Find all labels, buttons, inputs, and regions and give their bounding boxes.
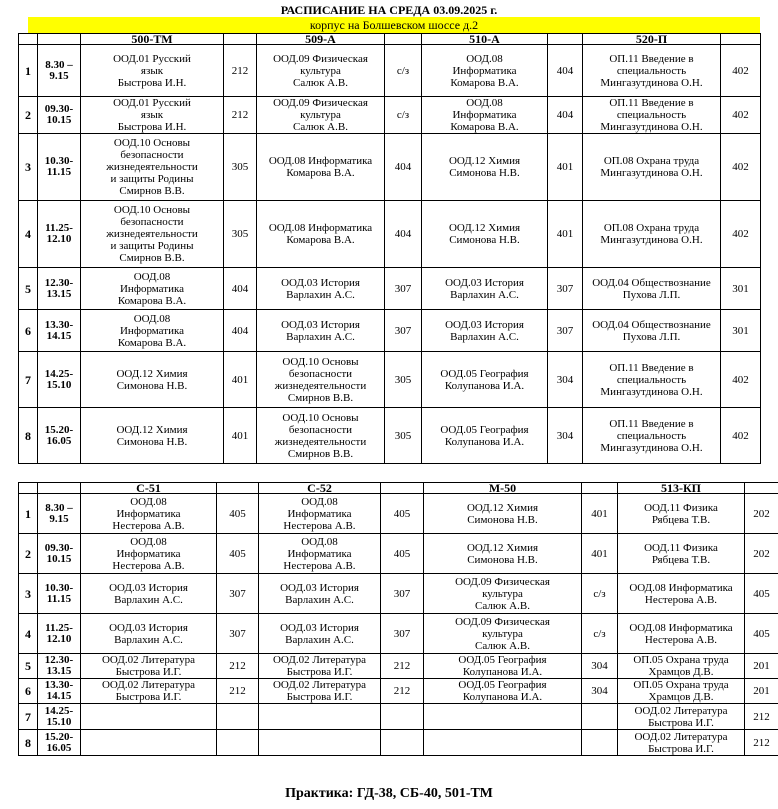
room-cell: 212 xyxy=(224,97,257,134)
building-address: корпус на Болшевском шоссе д.2 xyxy=(28,17,760,33)
schedule-body-2 xyxy=(19,494,778,756)
room-cell: 305 xyxy=(385,352,422,408)
group-header: М-50 xyxy=(424,483,582,494)
subject-cell: ООД.08 Информатика Комарова В.А. xyxy=(257,134,385,201)
schedule-title: РАСПИСАНИЕ НА СРЕДА 03.09.2025 г. xyxy=(280,3,498,17)
subject-cell: ООД.05 География Колупанова И.А. xyxy=(422,352,548,408)
group-header: С-51 xyxy=(81,483,217,494)
subject-cell: ООД.12 Химия Симонова Н.В. xyxy=(422,134,548,201)
room-cell: 402 xyxy=(721,45,761,97)
subject-cell: ООД.08 Информатика Комарова В.А. xyxy=(81,310,224,352)
table-row xyxy=(19,408,761,464)
subject-cell: ООД.04 Обществознание Пухова Л.П. xyxy=(583,268,721,310)
room-cell: 401 xyxy=(582,494,618,534)
subject-cell: ОП.08 Охрана труда Мингазутдинова О.Н. xyxy=(583,201,721,268)
lesson-number: 7 xyxy=(19,352,38,408)
table-row xyxy=(19,494,778,534)
subject-cell xyxy=(81,730,217,756)
lesson-time: 12.30- 13.15 xyxy=(38,654,81,679)
lesson-number: 5 xyxy=(19,268,38,310)
subject-cell xyxy=(259,730,381,756)
subject-cell: ОП.05 Охрана труда Храмцов Д.В. xyxy=(618,654,745,679)
room-cell: 307 xyxy=(217,574,259,614)
room-cell: 404 xyxy=(385,201,422,268)
table-row xyxy=(19,134,761,201)
room-cell: 212 xyxy=(381,679,424,704)
room-cell xyxy=(217,704,259,730)
subject-cell: ООД.01 Русский язык Быстрова И.Н. xyxy=(81,45,224,97)
lesson-number: 2 xyxy=(19,534,38,574)
lesson-time: 15.20- 16.05 xyxy=(38,730,81,756)
subject-cell: ООД.08 Информатика Нестерова А.В. xyxy=(618,614,745,654)
practice-footer: Практика: ГД-38, СБ-40, 501-ТМ xyxy=(285,786,493,801)
room-cell: 305 xyxy=(224,201,257,268)
subject-cell: ООД.08 Информатика Комарова В.А. xyxy=(422,45,548,97)
subject-cell: ООД.08 Информатика Нестерова А.В. xyxy=(81,534,217,574)
subject-cell: ОП.11 Введение в специальность Мингазутдинова О.Н. xyxy=(583,45,721,97)
lesson-time: 12.30- 13.15 xyxy=(38,268,81,310)
subject-cell: ООД.08 Информатика Комарова В.А. xyxy=(81,268,224,310)
room-cell: 201 xyxy=(745,679,778,704)
room-cell: 402 xyxy=(721,201,761,268)
subject-cell: ООД.03 История Варлахин А.С. xyxy=(422,310,548,352)
group-header: 510-А xyxy=(422,34,548,45)
room-cell: 212 xyxy=(381,654,424,679)
lesson-number: 1 xyxy=(19,45,38,97)
group-header-row xyxy=(19,483,778,494)
room-cell: 212 xyxy=(217,679,259,704)
table-row xyxy=(19,574,778,614)
room-cell: 212 xyxy=(224,45,257,97)
lesson-number: 6 xyxy=(19,310,38,352)
table-row xyxy=(19,679,778,704)
lesson-time: 14.25- 15.10 xyxy=(38,704,81,730)
subject-cell: ООД.03 История Варлахин А.С. xyxy=(422,268,548,310)
room-cell: 404 xyxy=(548,45,583,97)
room-cell: 304 xyxy=(548,408,583,464)
lesson-time: 10.30- 11.15 xyxy=(38,134,81,201)
subject-cell: ООД.05 География Колупанова И.А. xyxy=(422,408,548,464)
room-cell: 404 xyxy=(224,268,257,310)
subject-cell: ООД.09 Физическая культура Салюк А.В. xyxy=(424,614,582,654)
subject-cell: ООД.09 Физическая культура Салюк А.В. xyxy=(424,574,582,614)
lesson-number: 7 xyxy=(19,704,38,730)
table-row xyxy=(19,704,778,730)
schedule-table-1 xyxy=(18,33,761,464)
subject-cell: ООД.05 География Колупанова И.А. xyxy=(424,679,582,704)
subject-cell: ООД.02 Литература Быстрова И.Г. xyxy=(259,679,381,704)
subject-cell: ООД.02 Литература Быстрова И.Г. xyxy=(259,654,381,679)
room-cell: 401 xyxy=(548,201,583,268)
lesson-time: 11.25- 12.10 xyxy=(38,201,81,268)
subject-cell: ООД.12 Химия Симонова Н.В. xyxy=(424,494,582,534)
group-header: 500-ТМ xyxy=(81,34,224,45)
room-cell: 401 xyxy=(582,534,618,574)
lesson-number: 3 xyxy=(19,574,38,614)
room-cell: 201 xyxy=(745,654,778,679)
subject-cell: ОП.05 Охрана труда Храмцов Д.В. xyxy=(618,679,745,704)
subject-cell: ООД.04 Обществознание Пухова Л.П. xyxy=(583,310,721,352)
subject-cell: ООД.02 Литература Быстрова И.Г. xyxy=(81,679,217,704)
room-cell: с/з xyxy=(582,614,618,654)
table-row xyxy=(19,614,778,654)
lesson-number: 4 xyxy=(19,201,38,268)
lesson-number: 2 xyxy=(19,97,38,134)
subject-cell: ООД.08 Информатика Нестерова А.В. xyxy=(259,534,381,574)
room-cell xyxy=(381,704,424,730)
subject-cell: ООД.09 Физическая культура Салюк А.В. xyxy=(257,97,385,134)
room-cell: 402 xyxy=(721,134,761,201)
subject-cell: ООД.12 Химия Симонова Н.В. xyxy=(424,534,582,574)
table-row xyxy=(19,45,761,97)
schedule-table-2 xyxy=(18,482,778,756)
room-cell: 301 xyxy=(721,310,761,352)
room-cell: 307 xyxy=(385,268,422,310)
room-cell: 301 xyxy=(721,268,761,310)
room-cell: 305 xyxy=(385,408,422,464)
subject-cell: ОП.11 Введение в специальность Мингазутдинова О.Н. xyxy=(583,97,721,134)
lesson-number: 8 xyxy=(19,730,38,756)
lesson-time: 09.30- 10.15 xyxy=(38,97,81,134)
room-cell: 212 xyxy=(217,654,259,679)
room-cell xyxy=(582,730,618,756)
subject-cell xyxy=(424,704,582,730)
table-row xyxy=(19,352,761,408)
table-row xyxy=(19,730,778,756)
table-row xyxy=(19,97,761,134)
group-header: 520-П xyxy=(583,34,721,45)
subject-cell: ООД.08 Информатика Комарова В.А. xyxy=(422,97,548,134)
lesson-time: 14.25- 15.10 xyxy=(38,352,81,408)
subject-cell: ООД.10 Основы безопасности жизнедеятельности и защиты Родины Смирнов В.В. xyxy=(81,201,224,268)
subject-cell: ООД.10 Основы безопасности жизнедеятельности Смирнов В.В. xyxy=(257,408,385,464)
subject-cell: ООД.03 История Варлахин А.С. xyxy=(259,574,381,614)
room-cell: 402 xyxy=(721,352,761,408)
lesson-number: 4 xyxy=(19,614,38,654)
room-cell: 404 xyxy=(548,97,583,134)
room-cell: 202 xyxy=(745,494,778,534)
schedule-body-1 xyxy=(19,45,761,464)
subject-cell: ООД.03 История Варлахин А.С. xyxy=(81,574,217,614)
room-cell: 405 xyxy=(745,614,778,654)
lesson-time: 13.30- 14.15 xyxy=(38,310,81,352)
subject-cell: ООД.09 Физическая культура Салюк А.В. xyxy=(257,45,385,97)
room-cell: 405 xyxy=(217,534,259,574)
room-cell: 202 xyxy=(745,534,778,574)
subject-cell: ООД.11 Физика Рябцева Т.В. xyxy=(618,494,745,534)
subject-cell: ОП.08 Охрана труда Мингазутдинова О.Н. xyxy=(583,134,721,201)
subject-cell: ООД.11 Физика Рябцева Т.В. xyxy=(618,534,745,574)
table-row xyxy=(19,654,778,679)
lesson-number: 5 xyxy=(19,654,38,679)
lesson-time: 13.30- 14.15 xyxy=(38,679,81,704)
room-cell: 307 xyxy=(381,614,424,654)
room-cell: 404 xyxy=(224,310,257,352)
subject-cell: ООД.03 История Варлахин А.С. xyxy=(81,614,217,654)
lesson-time: 10.30- 11.15 xyxy=(38,574,81,614)
group-header: 509-А xyxy=(257,34,385,45)
table-row xyxy=(19,268,761,310)
subject-cell xyxy=(424,730,582,756)
subject-cell: ООД.12 Химия Симонова Н.В. xyxy=(81,408,224,464)
lesson-number: 1 xyxy=(19,494,38,534)
subject-cell: ОП.11 Введение в специальность Мингазутдинова О.Н. xyxy=(583,352,721,408)
room-cell: 401 xyxy=(224,408,257,464)
lesson-time: 8.30 – 9.15 xyxy=(38,494,81,534)
subject-cell: ООД.02 Литература Быстрова И.Г. xyxy=(81,654,217,679)
room-cell: 401 xyxy=(224,352,257,408)
subject-cell: ООД.12 Химия Симонова Н.В. xyxy=(81,352,224,408)
lesson-time: 11.25- 12.10 xyxy=(38,614,81,654)
room-cell xyxy=(217,730,259,756)
room-cell: 405 xyxy=(745,574,778,614)
subject-cell: ООД.10 Основы безопасности жизнедеятельности Смирнов В.В. xyxy=(257,352,385,408)
subject-cell xyxy=(81,704,217,730)
room-cell: 404 xyxy=(385,134,422,201)
room-cell: 307 xyxy=(217,614,259,654)
room-cell: 307 xyxy=(548,268,583,310)
group-header: С-52 xyxy=(259,483,381,494)
room-cell: 402 xyxy=(721,97,761,134)
subject-cell: ООД.01 Русский язык Быстрова И.Н. xyxy=(81,97,224,134)
room-cell: 405 xyxy=(381,534,424,574)
room-cell: 304 xyxy=(582,679,618,704)
room-cell: с/з xyxy=(385,97,422,134)
room-cell: 212 xyxy=(745,704,778,730)
subject-cell: ОП.11 Введение в специальность Мингазутдинова О.Н. xyxy=(583,408,721,464)
table-row xyxy=(19,534,778,574)
subject-cell xyxy=(259,704,381,730)
room-cell: с/з xyxy=(385,45,422,97)
room-cell: 307 xyxy=(381,574,424,614)
room-cell: 307 xyxy=(548,310,583,352)
subject-cell: ООД.08 Информатика Нестерова А.В. xyxy=(618,574,745,614)
lesson-number: 8 xyxy=(19,408,38,464)
table-row xyxy=(19,201,761,268)
subject-cell: ООД.08 Информатика Нестерова А.В. xyxy=(259,494,381,534)
subject-cell: ООД.12 Химия Симонова Н.В. xyxy=(422,201,548,268)
lesson-number: 3 xyxy=(19,134,38,201)
lesson-time: 8.30 – 9.15 xyxy=(38,45,81,97)
lesson-time: 09.30- 10.15 xyxy=(38,534,81,574)
group-header: 513-КП xyxy=(618,483,745,494)
lesson-time: 15.20- 16.05 xyxy=(38,408,81,464)
room-cell xyxy=(381,730,424,756)
room-cell: 401 xyxy=(548,134,583,201)
subject-cell: ООД.08 Информатика Комарова В.А. xyxy=(257,201,385,268)
table-row xyxy=(19,310,761,352)
room-cell: 402 xyxy=(721,408,761,464)
subject-cell: ООД.03 История Варлахин А.С. xyxy=(257,310,385,352)
subject-cell: ООД.05 География Колупанова И.А. xyxy=(424,654,582,679)
room-cell: 307 xyxy=(385,310,422,352)
room-cell: 305 xyxy=(224,134,257,201)
subject-cell: ООД.02 Литература Быстрова И.Г. xyxy=(618,704,745,730)
group-header-row xyxy=(19,34,761,45)
room-cell: 405 xyxy=(217,494,259,534)
room-cell: 212 xyxy=(745,730,778,756)
subject-cell: ООД.03 История Варлахин А.С. xyxy=(259,614,381,654)
subject-cell: ООД.10 Основы безопасности жизнедеятельности и защиты Родины Смирнов В.В. xyxy=(81,134,224,201)
room-cell: 304 xyxy=(582,654,618,679)
room-cell: с/з xyxy=(582,574,618,614)
subject-cell: ООД.02 Литература Быстрова И.Г. xyxy=(618,730,745,756)
lesson-number: 6 xyxy=(19,679,38,704)
subject-cell: ООД.08 Информатика Нестерова А.В. xyxy=(81,494,217,534)
room-cell xyxy=(582,704,618,730)
subject-cell: ООД.03 История Варлахин А.С. xyxy=(257,268,385,310)
room-cell: 405 xyxy=(381,494,424,534)
room-cell: 304 xyxy=(548,352,583,408)
